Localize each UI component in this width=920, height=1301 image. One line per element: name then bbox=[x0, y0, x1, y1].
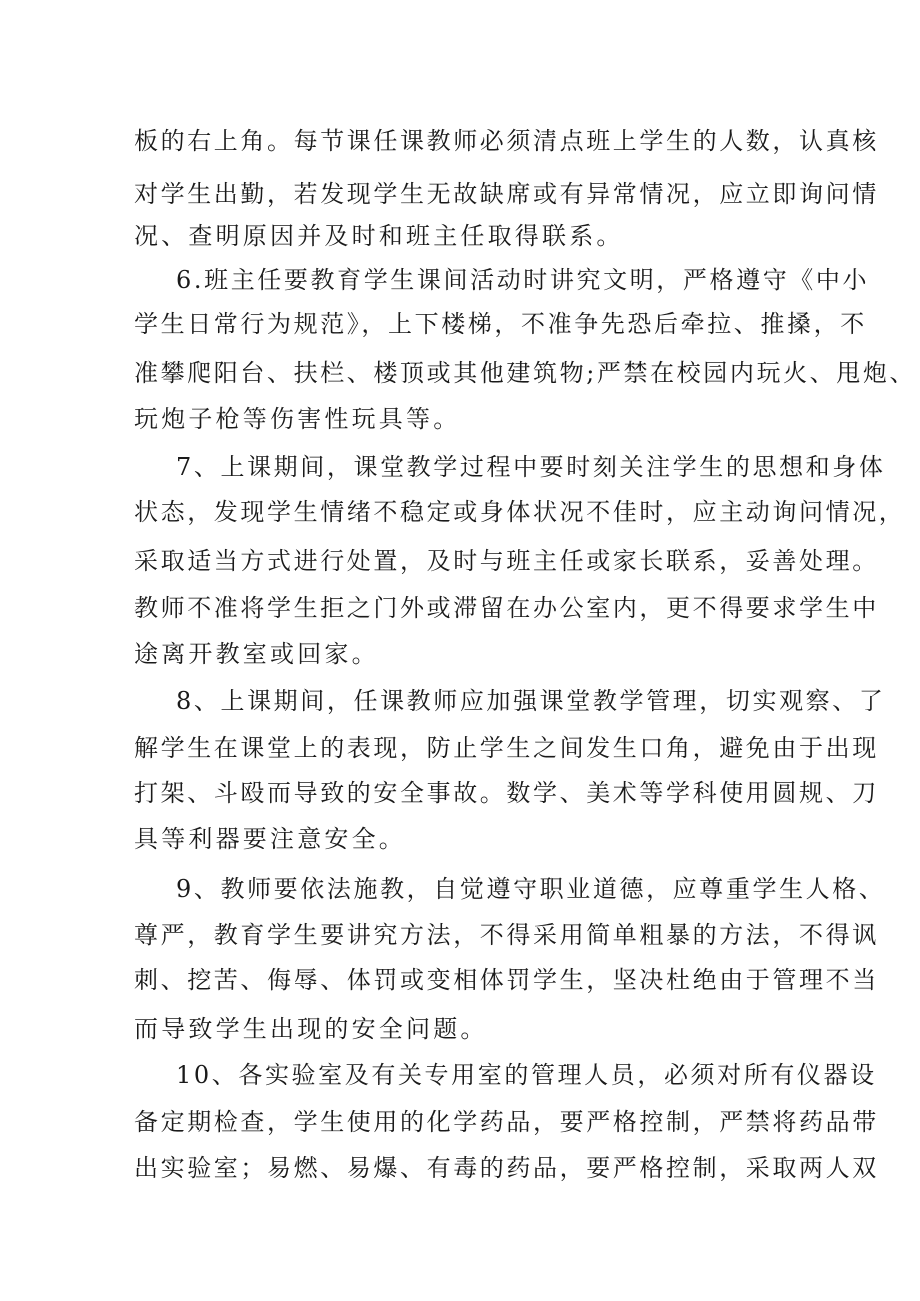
text-line: 尊严，教育学生要讲究方法，不得采用简单粗暴的方法，不得讽 bbox=[134, 921, 879, 949]
text-line: 出实验室；易燃、易爆、有毒的药品，要严格控制，采取两人双 bbox=[134, 1154, 879, 1182]
text-line: 状态，发现学生情绪不稳定或身体状况不佳时，应主动询问情况， bbox=[134, 498, 906, 526]
text-line: 6.班主任要教育学生课间活动时讲究文明，严格遵守《中小 bbox=[176, 266, 870, 294]
text-line: 采取适当方式进行处置，及时与班主任或家长联系，妥善处理。 bbox=[134, 547, 879, 575]
text-line: 8、上课期间，任课教师应加强课堂教学管理，切实观察、了 bbox=[176, 687, 886, 715]
text-line: 7、上课期间，课堂教学过程中要时刻关注学生的思想和身体 bbox=[176, 453, 886, 481]
text-line: 具等利器要注意安全。 bbox=[134, 825, 406, 853]
text-line: 打架、斗殴而导致的安全事故。数学、美术等学科使用圆规、刀 bbox=[134, 779, 879, 807]
text-line: 板的右上角。每节课任课教师必须清点班上学生的人数，认真核 bbox=[134, 127, 879, 155]
text-line: 而导致学生出现的安全问题。 bbox=[134, 1015, 488, 1043]
text-line: 况、查明原因并及时和班主任取得联系。 bbox=[134, 222, 624, 250]
text-line: 刺、挖苦、侮辱、体罚或变相体罚学生，坚决杜绝由于管理不当 bbox=[134, 966, 879, 994]
text-line: 备定期检查，学生使用的化学药品，要严格控制，严禁将药品带 bbox=[134, 1108, 879, 1136]
text-line: 对学生出勤，若发现学生无故缺席或有异常情况，应立即询问情 bbox=[134, 180, 879, 208]
text-line: 10、各实验室及有关专用室的管理人员，必须对所有仪器设 bbox=[176, 1061, 877, 1089]
text-line: 解学生在课堂上的表现，防止学生之间发生口角，避免由于出现 bbox=[134, 734, 879, 762]
text-line: 玩炮子枪等伤害性玩具等。 bbox=[134, 405, 461, 433]
text-line: 教师不准将学生拒之门外或滞留在办公室内，更不得要求学生中 bbox=[134, 594, 879, 622]
text-line: 途离开教室或回家。 bbox=[134, 640, 379, 668]
text-line: 准攀爬阳台、扶栏、楼顶或其他建筑物;严禁在校园内玩火、甩炮、 bbox=[134, 359, 917, 387]
text-line: 9、教师要依法施教，自觉遵守职业道德，应尊重学生人格、 bbox=[176, 875, 886, 903]
text-line: 学生日常行为规范》，上下楼梯，不准争先恐后牵拉、推搡，不 bbox=[134, 310, 867, 338]
